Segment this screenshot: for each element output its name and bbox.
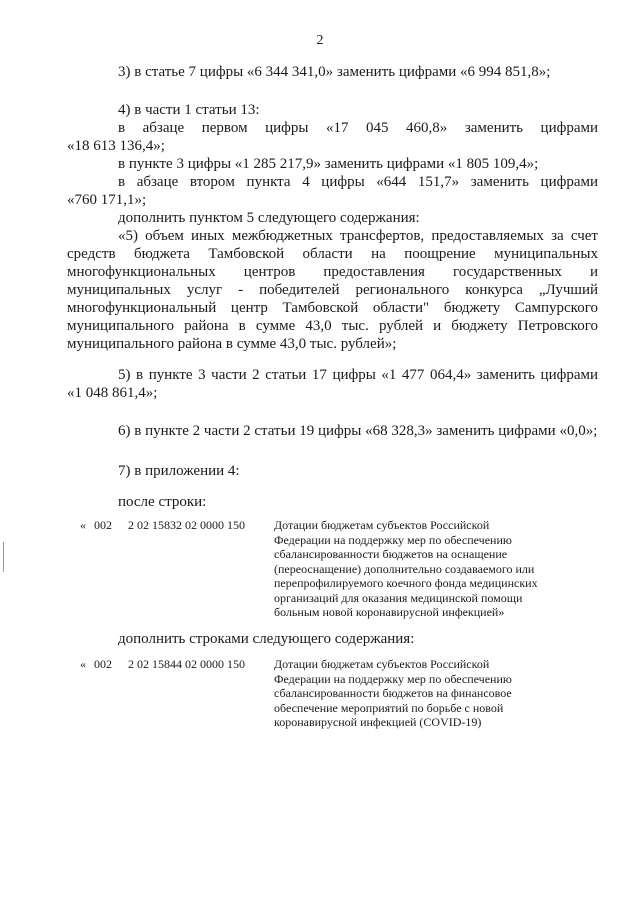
item-4-line-2: «18 613 136,4»;	[67, 138, 165, 154]
row-2-admin-code: 002	[94, 657, 112, 671]
page-number: 2	[316, 33, 324, 48]
item-5-line-2: «1 048 861,4»;	[67, 385, 158, 401]
row-1-admin-code: 002	[94, 518, 112, 532]
row-2-desc-line: обеспечение мероприятий по борьбе с новой	[274, 700, 504, 715]
item-4-line-6: дополнить пунктом 5 следующего содержания:	[118, 210, 420, 226]
row-2-desc-line: сбалансированности бюджетов на финансовое	[274, 686, 512, 700]
row-1-quote: «	[80, 518, 86, 532]
row-1-budget-code: 2 02 15832 02 0000 150	[128, 518, 245, 532]
item-4-paragraph-line-3: многофункциональных центров предоставления государственных и	[67, 264, 598, 280]
row-1-desc-line: больным новой коронавирусной инфекцией»	[274, 605, 505, 619]
row-1-desc-line: организаций для оказания медицинской помощи	[274, 590, 523, 605]
item-4-paragraph-line-4: муниципальных услуг - победителей регионального конкурса „Лучший	[67, 282, 598, 298]
row-1-desc-line: (переоснащение) дополнительно создаваемого или	[274, 561, 535, 576]
item-4-paragraph-line-6: муниципального района в сумме 43,0 тыс. рублей и бюджету Петровского	[67, 318, 598, 334]
item-4-paragraph-line-1: «5) объем иных межбюджетных трансфертов, предоставляемых за счет	[118, 228, 598, 244]
scan-margin-mark	[3, 542, 4, 572]
item-4-paragraph-line-7: муниципального района в сумме 43,0 тыс. рублей»;	[67, 336, 397, 352]
row-2-desc-line: Федерации на поддержку мер по обеспечению	[274, 671, 512, 686]
item-4-line-5: «760 171,1»;	[67, 192, 147, 208]
item-7-heading: 7) в приложении 4:	[118, 463, 240, 479]
row-2-description	[274, 657, 534, 730]
row-1-desc-line: Федерации на поддержку мер по обеспечению	[274, 532, 512, 547]
item-5-line-1: 5) в пункте 3 части 2 статьи 17 цифры «1 477 064,4» заменить цифрами	[118, 367, 598, 383]
item-3-text: 3) в статье 7 цифры «6 344 341,0» заменить цифрами «6 994 851,8»;	[118, 64, 551, 80]
row-2-quote: «	[80, 657, 86, 671]
row-1-description	[274, 518, 538, 620]
item-4-heading: 4) в части 1 статьи 13:	[118, 102, 260, 118]
row-2-desc-line: коронавирусной инфекцией (COVID-19)	[274, 715, 482, 729]
row-2-budget-code: 2 02 15844 02 0000 150	[128, 657, 245, 671]
item-6-text: 6) в пункте 2 части 2 статьи 19 цифры «68 328,3» заменить цифрами «0,0»;	[118, 423, 598, 439]
after-row-label: после строки:	[118, 494, 207, 510]
item-4-line-3: в пункте 3 цифры «1 285 217,9» заменить цифрами «1 805 109,4»;	[118, 156, 539, 172]
row-1-desc-line: перепрофилируемого коечного фонда медицинских	[274, 576, 538, 590]
item-4-line-1: в абзаце первом цифры «17 045 460,8» заменить цифрами	[118, 120, 598, 136]
row-1-desc-line: Дотации бюджетам субъектов Российской	[274, 518, 490, 532]
row-1-desc-line: сбалансированности бюджетов на оснащение	[274, 547, 508, 561]
item-4-paragraph-line-2: средств бюджета Тамбовской области на поощрение муниципальных	[67, 246, 598, 262]
item-4-line-4: в абзаце вторoм пункта 4 цифры «644 151,7» заменить цифрами	[118, 174, 598, 190]
item-4-paragraph-line-5: многофункциональный центр Тамбовской области" бюджету Сампурского	[67, 300, 598, 316]
row-2-desc-line: Дотации бюджетам субъектов Российской	[274, 657, 490, 671]
add-rows-label: дополнить строками следующего содержания:	[118, 631, 415, 647]
